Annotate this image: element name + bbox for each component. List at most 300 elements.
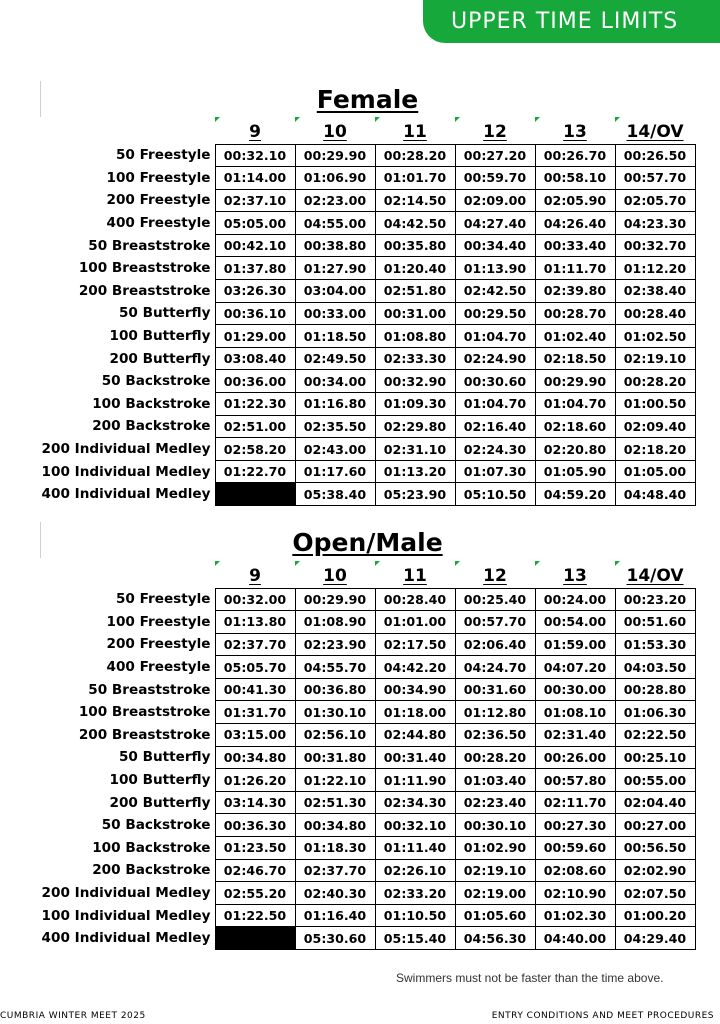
- age-group-header: [215, 561, 295, 588]
- table-row: [0, 189, 695, 212]
- table-row: [0, 234, 695, 257]
- time-cell: 01:53.30: [615, 633, 695, 656]
- event-name: 50 Butterfly: [118, 305, 211, 322]
- comment-marker-icon: [455, 117, 460, 122]
- time-cell: 00:29.50: [455, 302, 535, 325]
- age-group-header: [375, 561, 455, 588]
- time-cell: 04:48.40: [615, 483, 695, 506]
- time-cell: 00:29.90: [295, 588, 375, 611]
- event-name: 100 Individual Medley: [41, 463, 211, 480]
- time-cell: 00:33.40: [535, 234, 615, 257]
- time-cell: 02:37.70: [215, 633, 295, 656]
- event-name: 50 Backstroke: [101, 373, 211, 390]
- time-cell: 01:18.30: [295, 837, 375, 860]
- time-cell: 00:32.90: [375, 370, 455, 393]
- time-cell: 00:27.30: [535, 814, 615, 837]
- time-cell: 00:32.00: [215, 588, 295, 611]
- age-group-header: [295, 117, 375, 144]
- time-cell: 00:59.70: [455, 167, 535, 190]
- time-cell: 02:36.50: [455, 724, 535, 747]
- time-cell: 00:36.10: [215, 302, 295, 325]
- time-cell: 02:19.10: [615, 347, 695, 370]
- time-cell: 05:10.50: [455, 483, 535, 506]
- time-cell: 00:34.80: [295, 814, 375, 837]
- time-cell: 04:03.50: [615, 656, 695, 679]
- time-cell: 04:42.50: [375, 212, 455, 235]
- table-row: [0, 678, 695, 701]
- time-cell: 01:08.10: [535, 701, 615, 724]
- time-cell: 04:24.70: [455, 656, 535, 679]
- time-cell: 02:29.80: [375, 415, 455, 438]
- time-cell: 01:00.20: [615, 904, 695, 927]
- time-cell: 00:36.80: [295, 678, 375, 701]
- comment-marker-icon: [295, 561, 300, 566]
- time-cell: 02:44.80: [375, 724, 455, 747]
- time-cell: 01:04.70: [535, 393, 615, 416]
- time-cell: 00:25.10: [615, 746, 695, 769]
- time-cell: 00:26.50: [615, 144, 695, 167]
- time-cell: 00:30.00: [535, 678, 615, 701]
- time-cell: 00:30.60: [455, 370, 535, 393]
- time-cell: 02:05.70: [615, 189, 695, 212]
- table-row: [0, 347, 695, 370]
- time-cell: 01:02.50: [615, 325, 695, 348]
- comment-marker-icon: [535, 561, 540, 566]
- time-cell: 01:08.90: [295, 611, 375, 634]
- time-cell: 03:04.00: [295, 280, 375, 303]
- age-group-label: 10: [323, 121, 347, 142]
- time-cell: 02:55.20: [215, 882, 295, 905]
- time-cell: 01:01.70: [375, 167, 455, 190]
- time-cell: 04:56.30: [455, 927, 535, 950]
- time-cell: 01:13.90: [455, 257, 535, 280]
- time-cell: 00:34.90: [375, 678, 455, 701]
- time-cell: 05:05.70: [215, 656, 295, 679]
- time-cell: 00:28.40: [615, 302, 695, 325]
- time-cell: 00:29.90: [535, 370, 615, 393]
- time-cell: 02:46.70: [215, 859, 295, 882]
- table-row: [0, 724, 695, 747]
- table-row: [0, 588, 695, 611]
- time-cell: 03:08.40: [215, 347, 295, 370]
- age-group-header: [455, 117, 535, 144]
- time-cell: 01:16.40: [295, 904, 375, 927]
- time-cell: 01:03.40: [455, 769, 535, 792]
- age-group-label: 12: [483, 121, 507, 142]
- age-group-label: 11: [403, 565, 427, 586]
- time-cell: 02:33.20: [375, 882, 455, 905]
- time-cell: 00:25.40: [455, 588, 535, 611]
- footer-meet-name: CUMBRIA WINTER MEET 2025: [0, 1011, 146, 1021]
- time-cell: 01:22.10: [295, 769, 375, 792]
- time-cell: 00:34.40: [455, 234, 535, 257]
- event-name: 200 Backstroke: [92, 418, 211, 435]
- time-cell: 00:51.60: [615, 611, 695, 634]
- time-cell: 03:14.30: [215, 791, 295, 814]
- time-cell: 02:58.20: [215, 438, 295, 461]
- age-group-header: [615, 117, 695, 144]
- age-group-label: 12: [483, 565, 507, 586]
- time-cell: 00:57.70: [455, 611, 535, 634]
- time-cell: 00:28.20: [615, 370, 695, 393]
- time-cell: 00:34.80: [215, 746, 295, 769]
- comment-marker-icon: [375, 117, 380, 122]
- event-name: 50 Breaststroke: [88, 237, 211, 254]
- header-spacer: [0, 561, 215, 588]
- event-name: 100 Backstroke: [92, 395, 211, 412]
- age-group-header: [535, 117, 615, 144]
- event-name: 200 Breaststroke: [78, 282, 211, 299]
- time-cell: 00:28.20: [375, 144, 455, 167]
- age-group-label: 9: [249, 121, 261, 142]
- time-cell: 00:42.10: [215, 234, 295, 257]
- time-cell: 04:27.40: [455, 212, 535, 235]
- event-name: 100 Individual Medley: [41, 907, 211, 924]
- comment-marker-icon: [535, 117, 540, 122]
- time-cell: 04:40.00: [535, 927, 615, 950]
- event-name: 50 Breaststroke: [88, 681, 211, 698]
- time-cell: 05:38.40: [295, 483, 375, 506]
- time-cell: 00:57.80: [535, 769, 615, 792]
- time-cell: 01:01.00: [375, 611, 455, 634]
- time-cell: 00:36.30: [215, 814, 295, 837]
- age-group-header: [535, 561, 615, 588]
- time-cell: 00:31.40: [375, 746, 455, 769]
- time-cell: 01:06.30: [615, 701, 695, 724]
- table-row: [0, 325, 695, 348]
- time-cell: 00:59.60: [535, 837, 615, 860]
- event-name: 400 Individual Medley: [41, 930, 211, 947]
- time-cell: 00:32.10: [375, 814, 455, 837]
- time-cell: 00:31.80: [295, 746, 375, 769]
- time-cell: 00:57.70: [615, 167, 695, 190]
- time-cell: 02:34.30: [375, 791, 455, 814]
- time-cell: 02:31.10: [375, 438, 455, 461]
- time-cell: 03:26.30: [215, 280, 295, 303]
- time-cell: 00:29.90: [295, 144, 375, 167]
- event-name: 400 Freestyle: [106, 215, 211, 232]
- time-cell: 00:33.00: [295, 302, 375, 325]
- time-cell: 01:02.30: [535, 904, 615, 927]
- table-row: [0, 212, 695, 235]
- footnote: Swimmers must not be faster than the time above.: [396, 971, 664, 985]
- time-cell: 02:56.10: [295, 724, 375, 747]
- time-cell: 01:31.70: [215, 701, 295, 724]
- table-row: [0, 370, 695, 393]
- time-cell: 02:37.10: [215, 189, 295, 212]
- event-name: 50 Freestyle: [115, 147, 211, 164]
- age-group-header: [615, 561, 695, 588]
- time-cell: 01:12.20: [615, 257, 695, 280]
- table-row: [0, 882, 695, 905]
- event-name: 100 Breaststroke: [78, 260, 211, 277]
- event-name: 200 Individual Medley: [41, 885, 211, 902]
- time-cell: 01:05.90: [535, 460, 615, 483]
- age-group-label: 14/OV: [626, 121, 684, 142]
- comment-marker-icon: [215, 117, 220, 122]
- time-cell: 05:05.00: [215, 212, 295, 235]
- time-cell: 02:10.90: [535, 882, 615, 905]
- time-cell: 02:35.50: [295, 415, 375, 438]
- time-cell: 00:27.00: [615, 814, 695, 837]
- table-row: [0, 927, 695, 950]
- table-row: [0, 746, 695, 769]
- comment-marker-icon: [375, 561, 380, 566]
- age-group-label: 11: [403, 121, 427, 142]
- time-cell: 00:56.50: [615, 837, 695, 860]
- event-name: 200 Freestyle: [106, 636, 211, 653]
- time-cell: 02:24.90: [455, 347, 535, 370]
- comment-marker-icon: [215, 561, 220, 566]
- time-cell: 00:28.20: [455, 746, 535, 769]
- event-name: 100 Butterfly: [109, 772, 211, 789]
- table-row: [0, 438, 695, 461]
- time-cell: 02:43.00: [295, 438, 375, 461]
- table-row: [0, 859, 695, 882]
- time-cell: 01:05.60: [455, 904, 535, 927]
- time-cell: 02:40.30: [295, 882, 375, 905]
- time-cell: 02:24.30: [455, 438, 535, 461]
- time-cell: 01:09.30: [375, 393, 455, 416]
- table-row: [0, 701, 695, 724]
- table-row: [0, 791, 695, 814]
- event-name: 50 Freestyle: [115, 591, 211, 608]
- time-cell: 02:18.50: [535, 347, 615, 370]
- table-row: [0, 904, 695, 927]
- comment-marker-icon: [295, 117, 300, 122]
- time-cell: 01:27.90: [295, 257, 375, 280]
- female-times-table: [0, 117, 696, 506]
- event-name: 100 Butterfly: [109, 328, 211, 345]
- time-cell: 04:26.40: [535, 212, 615, 235]
- time-cell: 05:15.40: [375, 927, 455, 950]
- event-name: 50 Backstroke: [101, 817, 211, 834]
- page-banner: [423, 0, 720, 43]
- time-cell: 01:11.70: [535, 257, 615, 280]
- time-cell: 02:19.10: [455, 859, 535, 882]
- time-cell: 02:18.20: [615, 438, 695, 461]
- age-header-row: [0, 561, 695, 588]
- time-cell: 02:26.10: [375, 859, 455, 882]
- time-cell: 04:59.20: [535, 483, 615, 506]
- age-header-row: [0, 117, 695, 144]
- time-cell: 04:55.70: [295, 656, 375, 679]
- time-cell: 02:06.40: [455, 633, 535, 656]
- time-cell: 01:07.30: [455, 460, 535, 483]
- time-cell: 00:28.70: [535, 302, 615, 325]
- time-cell: 00:54.00: [535, 611, 615, 634]
- time-cell: 01:16.80: [295, 393, 375, 416]
- age-group-header: [295, 561, 375, 588]
- time-cell: 02:18.60: [535, 415, 615, 438]
- event-name: 200 Backstroke: [92, 862, 211, 879]
- time-cell: 02:23.00: [295, 189, 375, 212]
- event-name: 200 Butterfly: [109, 350, 211, 367]
- age-group-label: 10: [323, 565, 347, 586]
- table-row: [0, 769, 695, 792]
- table-row: [0, 460, 695, 483]
- time-cell: 02:17.50: [375, 633, 455, 656]
- time-cell: 02:23.40: [455, 791, 535, 814]
- time-cell: 01:00.50: [615, 393, 695, 416]
- table-row: [0, 302, 695, 325]
- time-cell: 02:31.40: [535, 724, 615, 747]
- time-cell: 01:29.00: [215, 325, 295, 348]
- time-cell: 02:20.80: [535, 438, 615, 461]
- time-cell: 02:14.50: [375, 189, 455, 212]
- time-cell: 01:17.60: [295, 460, 375, 483]
- age-group-label: 9: [249, 565, 261, 586]
- table-row: [0, 633, 695, 656]
- time-cell: 02:04.40: [615, 791, 695, 814]
- comment-marker-icon: [615, 561, 620, 566]
- time-cell: 00:26.70: [535, 144, 615, 167]
- time-cell: 01:11.40: [375, 837, 455, 860]
- time-cell: 02:09.40: [615, 415, 695, 438]
- time-cell: 04:42.20: [375, 656, 455, 679]
- time-cell: 01:04.70: [455, 393, 535, 416]
- time-cell: 02:51.80: [375, 280, 455, 303]
- comment-marker-icon: [615, 117, 620, 122]
- time-cell: 01:13.80: [215, 611, 295, 634]
- table-row: [0, 611, 695, 634]
- table-row: [0, 280, 695, 303]
- table-row: [0, 483, 695, 506]
- header-spacer: [0, 117, 215, 144]
- time-cell: 01:13.20: [375, 460, 455, 483]
- time-cell: 02:51.30: [295, 791, 375, 814]
- table-row: [0, 415, 695, 438]
- time-cell: 01:02.90: [455, 837, 535, 860]
- section-title-open-male: Open/Male: [292, 528, 443, 557]
- event-name: 100 Breaststroke: [78, 704, 211, 721]
- time-cell: 02:08.60: [535, 859, 615, 882]
- time-cell: 01:22.50: [215, 904, 295, 927]
- time-cell: 02:07.50: [615, 882, 695, 905]
- time-cell: 00:27.20: [455, 144, 535, 167]
- comment-marker-icon: [455, 561, 460, 566]
- time-cell: 01:08.80: [375, 325, 455, 348]
- time-cell: 00:32.70: [615, 234, 695, 257]
- time-cell: 00:30.10: [455, 814, 535, 837]
- time-cell: 02:38.40: [615, 280, 695, 303]
- event-name: 50 Butterfly: [118, 749, 211, 766]
- age-group-header: [215, 117, 295, 144]
- age-group-label: 13: [563, 565, 587, 586]
- time-cell: 02:19.00: [455, 882, 535, 905]
- time-cell: 04:23.30: [615, 212, 695, 235]
- event-name: 100 Freestyle: [106, 169, 211, 186]
- table-row: [0, 656, 695, 679]
- time-cell: 00:23.20: [615, 588, 695, 611]
- event-name: 100 Backstroke: [92, 839, 211, 856]
- time-cell: 05:23.90: [375, 483, 455, 506]
- time-cell: 02:09.00: [455, 189, 535, 212]
- time-cell: 01:18.00: [375, 701, 455, 724]
- time-cell: 01:14.00: [215, 167, 295, 190]
- time-cell: 01:05.00: [615, 460, 695, 483]
- open-male-times-table: [0, 561, 696, 950]
- time-cell: 02:51.00: [215, 415, 295, 438]
- time-cell: 02:39.80: [535, 280, 615, 303]
- time-cell: 00:36.00: [215, 370, 295, 393]
- section-title-female: Female: [316, 85, 419, 114]
- event-name: 200 Breaststroke: [78, 726, 211, 743]
- time-cell: 02:42.50: [455, 280, 535, 303]
- table-row: [0, 144, 695, 167]
- time-cell: 00:38.80: [295, 234, 375, 257]
- time-cell: 02:49.50: [295, 347, 375, 370]
- table-row: [0, 393, 695, 416]
- time-cell: 01:02.40: [535, 325, 615, 348]
- event-name: 200 Freestyle: [106, 192, 211, 209]
- time-cell: 02:22.50: [615, 724, 695, 747]
- time-cell: 02:23.90: [295, 633, 375, 656]
- time-cell: 04:29.40: [615, 927, 695, 950]
- time-cell: 02:37.70: [295, 859, 375, 882]
- time-cell: 03:15.00: [215, 724, 295, 747]
- time-cell: 00:28.40: [375, 588, 455, 611]
- footer-document-title: ENTRY CONDITIONS AND MEET PROCEDURES: [491, 1011, 714, 1021]
- time-cell: 01:10.50: [375, 904, 455, 927]
- time-cell: 00:26.00: [535, 746, 615, 769]
- age-group-label: 13: [563, 121, 587, 142]
- time-cell: 04:55.00: [295, 212, 375, 235]
- time-cell: 00:31.60: [455, 678, 535, 701]
- event-name: 200 Butterfly: [109, 794, 211, 811]
- time-cell: 01:06.90: [295, 167, 375, 190]
- time-cell: 00:55.00: [615, 769, 695, 792]
- banner-title: UPPER TIME LIMITS: [451, 9, 679, 34]
- time-cell: 01:26.20: [215, 769, 295, 792]
- time-cell: 00:32.10: [215, 144, 295, 167]
- time-cell: 01:22.70: [215, 460, 295, 483]
- time-cell: 02:16.40: [455, 415, 535, 438]
- event-name: 400 Freestyle: [106, 659, 211, 676]
- event-name: 400 Individual Medley: [41, 486, 211, 503]
- table-row: [0, 257, 695, 280]
- time-cell: 00:31.00: [375, 302, 455, 325]
- event-name: 100 Freestyle: [106, 613, 211, 630]
- time-cell: 01:12.80: [455, 701, 535, 724]
- time-cell: 00:28.80: [615, 678, 695, 701]
- age-group-label: 14/OV: [626, 565, 684, 586]
- time-cell: 01:22.30: [215, 393, 295, 416]
- time-cell: 00:35.80: [375, 234, 455, 257]
- event-name: 200 Individual Medley: [41, 441, 211, 458]
- time-cell: 05:30.60: [295, 927, 375, 950]
- time-cell: 00:41.30: [215, 678, 295, 701]
- age-group-header: [455, 561, 535, 588]
- time-cell: 02:02.90: [615, 859, 695, 882]
- time-cell: 01:59.00: [535, 633, 615, 656]
- time-cell: 01:18.50: [295, 325, 375, 348]
- blank-cell: [215, 927, 295, 950]
- time-cell: 00:58.10: [535, 167, 615, 190]
- table-row: [0, 814, 695, 837]
- time-cell: 01:04.70: [455, 325, 535, 348]
- age-group-header: [375, 117, 455, 144]
- time-cell: 02:11.70: [535, 791, 615, 814]
- time-cell: 01:30.10: [295, 701, 375, 724]
- time-cell: 04:07.20: [535, 656, 615, 679]
- time-cell: 00:34.00: [295, 370, 375, 393]
- time-cell: 01:23.50: [215, 837, 295, 860]
- time-cell: 01:37.80: [215, 257, 295, 280]
- table-row: [0, 167, 695, 190]
- time-cell: 01:11.90: [375, 769, 455, 792]
- table-row: [0, 837, 695, 860]
